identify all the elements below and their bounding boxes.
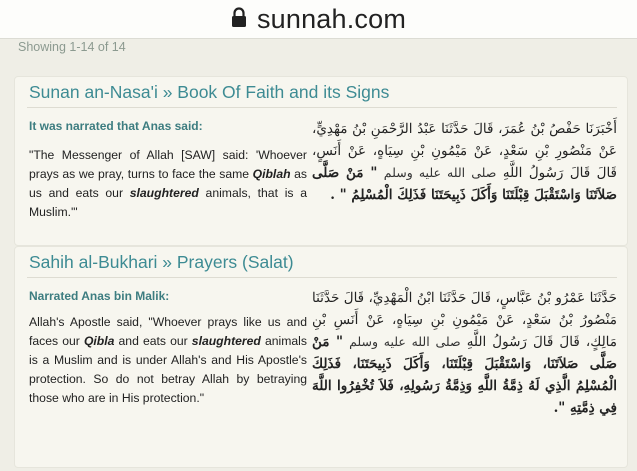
salutation: صلى الله عليه وسلم <box>349 334 461 349</box>
english-text: Allah's Apostle said, "Whoever prays like us and faces our Qibla and eats our slaughtered animals is a Muslim and is under Allah's and His Apostle's protection. So do not betray Allah by betraying those who are in His protection." <box>29 315 307 405</box>
salutation: صلى الله عليه وسلم <box>383 165 497 180</box>
results-count: Showing 1-14 of 14 <box>18 40 126 54</box>
arabic-matn: " مَنْ صَلَّى صَلاَتَنَا وَاسْتَقْبَلَ قِبْلَتَنَا وَأَكَلَ ذَبِيحَتَنَا فَذَلِكَ الْمُسْلِمُ " . <box>312 165 617 203</box>
card-divider <box>27 107 617 108</box>
card-divider <box>27 277 617 278</box>
hadith-card <box>14 246 628 468</box>
emphasis-slaughtered: slaughtered <box>191 334 261 348</box>
lock-icon <box>231 6 247 32</box>
arabic-text: حَدَّثَنَا عَمْرُو بْنُ عَبَّاسٍ، قَالَ حَدَّثَنَا ابْنُ الْمَهْدِيِّ، قَالَ حَدَّثَنَا مَنْصُورُ بْنُ سَعْدٍ، عَنْ مَيْمُونِ بْنِ سِيَاهٍ، عَنْ أَنَسِ بْنِ مَالِكٍ، قَالَ قَالَ رَسُولُ اللَّهِ صلى الله عليه وسلم " مَنْ صَلَّى صَلاَتَنَا، وَاسْتَقْبَلَ قِبْلَتَنَا، وَأَكَلَ ذَبِيحَتَنَا، فَذَلِكَ الْمُسْلِمُ الَّذِي لَهُ ذِمَّةُ اللَّهِ وَذِمَّةُ رَسُولِهِ، فَلاَ تُخْفِرُوا اللَّهَ فِي ذِمَّتِهِ ". <box>312 290 618 416</box>
collection-title-link[interactable]: Sahih al-Bukhari » Prayers (Salat) <box>29 252 294 272</box>
emphasis-slaughtered: slaughtered <box>129 186 199 200</box>
collection-title-link[interactable]: Sunan an-Nasa'i » Book Of Faith and its Signs <box>29 82 390 102</box>
url-text[interactable]: sunnah.com <box>256 3 407 34</box>
arabic-matn: " مَنْ صَلَّى صَلاَتَنَا، وَاسْتَقْبَلَ قِبْلَتَنَا، وَأَكَلَ ذَبِيحَتَنَا، فَذَلِكَ الْمُسْلِمُ الَّذِي لَهُ ذِمَّةُ اللَّهِ وَذِمَّةُ رَسُولِهِ، فَلاَ تُخْفِرُوا اللَّهَ فِي ذِمَّتِهِ ". <box>312 334 617 416</box>
emphasis-qibla: Qibla <box>83 334 115 348</box>
browser-address-bar[interactable] <box>0 0 637 39</box>
emphasis-qibla: Qiblah <box>252 167 291 181</box>
hadith-card <box>14 76 628 246</box>
arabic-text: أَخْبَرَنَا حَفْصُ بْنُ عُمَرَ، قَالَ حَدَّثَنَا عَبْدُ الرَّحْمَنِ بْنُ مَهْدِيٍّ، عَنْ مَنْصُورِ بْنِ سَعْدٍ، عَنْ مَيْمُونِ بْنِ سِيَاهٍ، عَنْ أَنَسٍ، قَالَ قَالَ رَسُولُ اللَّهِ صلى الله عليه وسلم " مَنْ صَلَّى صَلاَتَنَا وَاسْتَقْبَلَ قِبْلَتَنَا وَأَكَلَ ذَبِيحَتَنَا فَذَلِكَ الْمُسْلِمُ " . <box>312 121 618 203</box>
english-text: "The Messenger of Allah [SAW] said: 'Whoever prays as we pray, turns to face the same Qiblah as us and eats our slaughtered animals, that is a Muslim.'" <box>29 148 307 219</box>
narrator-line: Narrated Anas bin Malik: <box>29 289 170 303</box>
narrator-line: It was narrated that Anas said: <box>29 119 203 133</box>
